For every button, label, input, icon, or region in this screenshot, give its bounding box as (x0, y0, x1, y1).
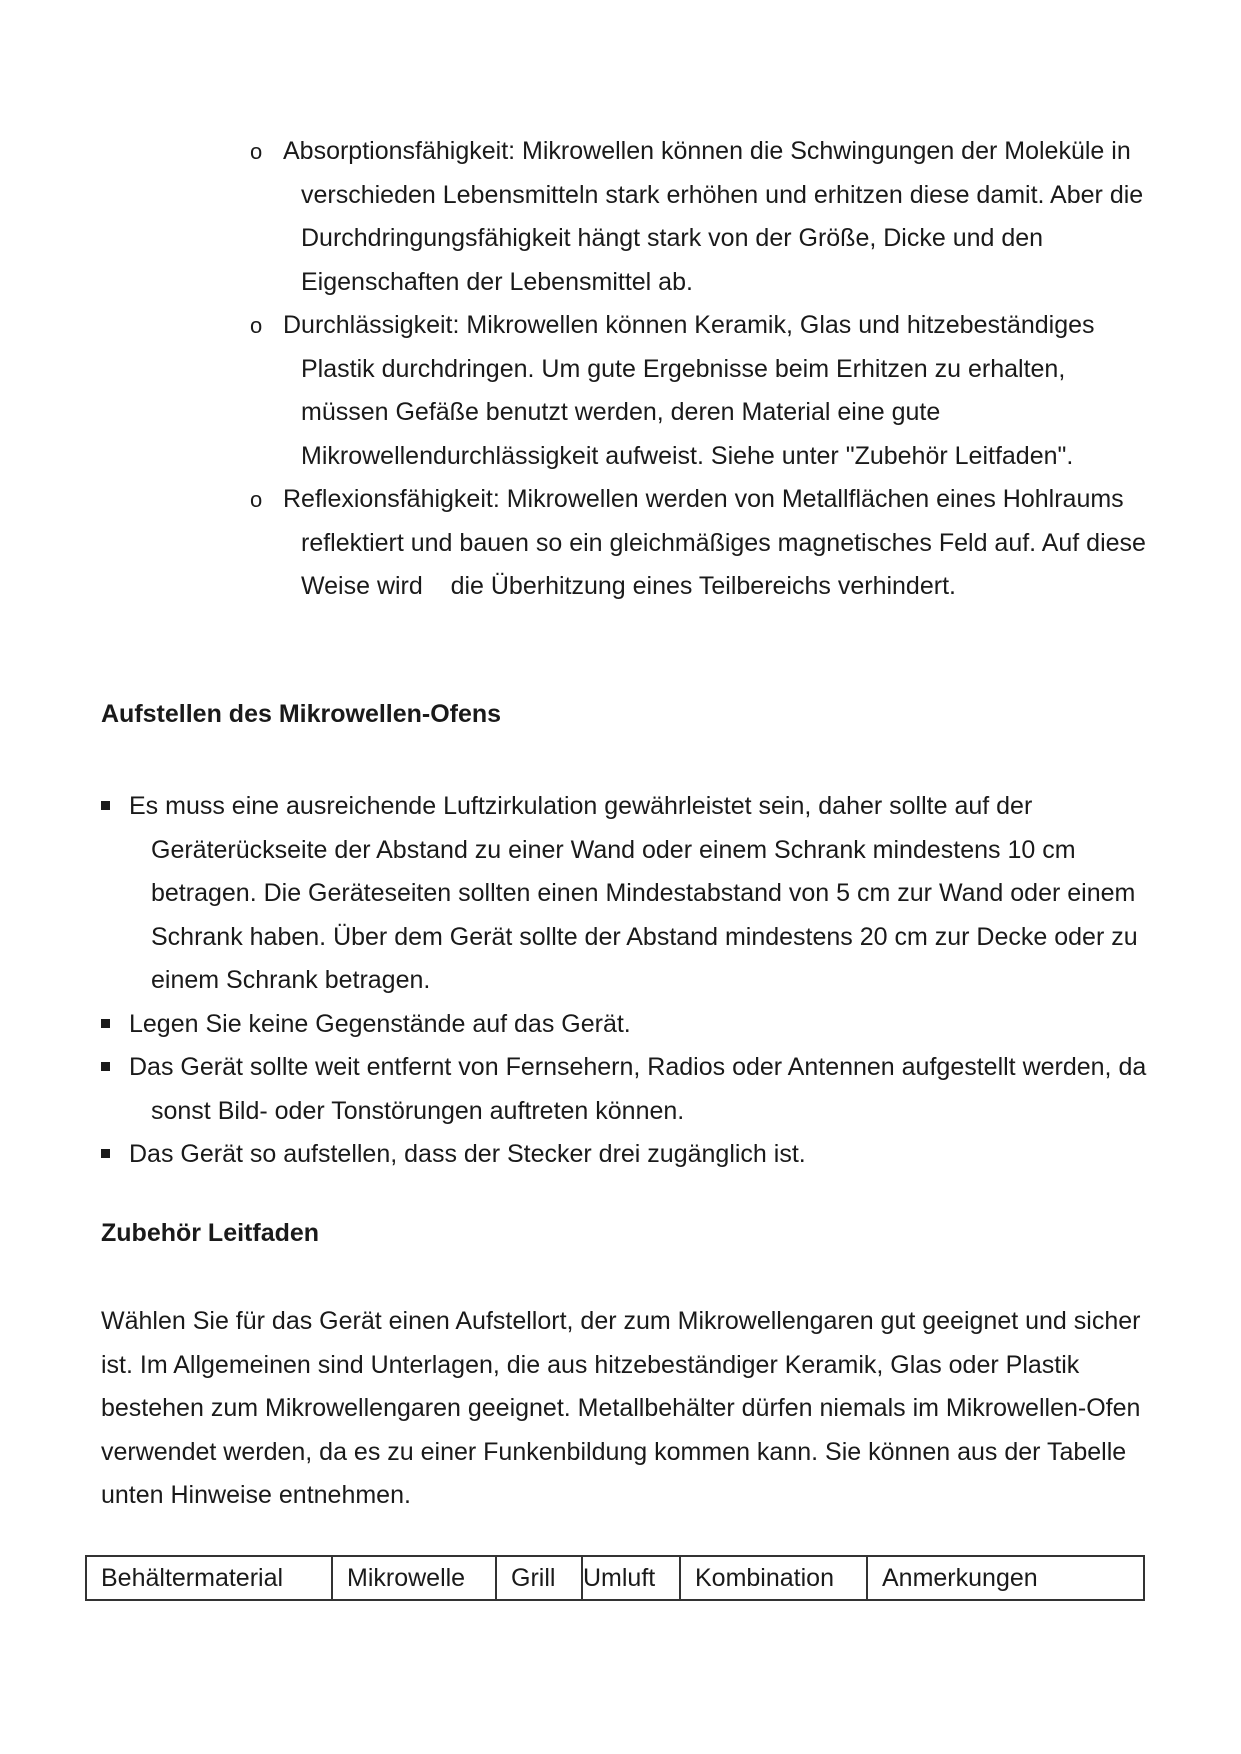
sub-item-text: Reflexionsfähigkeit: Mikrowellen werden von Metallflächen eines Hohlraums reflektiert und bauen so ein gleichmäßiges magnetisches Feld auf. Auf diese Weise wird die Überhitzung eines Teilbereichs verhindert. (283, 485, 1153, 600)
table-header-cell: Behältermaterial (86, 1556, 332, 1600)
property-sub-list (250, 130, 1153, 609)
sub-item-absorption (250, 130, 1150, 304)
list-item-text: Es muss eine ausreichende Luftzirkulation gewährleistet sein, daher sollte auf der Geräterückseite der Abstand zu einer Wand oder einem Schrank mindestens 10 cm betragen. Die Geräteseiten sollten einen Mindestabstand von 5 cm zur Wand oder einem Schrank haben. Über dem Gerät sollte der Abstand mindestens 20 cm zur Decke oder zu einem Schrank betragen. (129, 792, 1138, 994)
square-bullet-icon (101, 801, 110, 810)
sub-item-reflexion (250, 478, 1153, 609)
table-header-cell: Grill (496, 1556, 582, 1600)
sub-item-text: Absorptionsfähigkeit: Mikrowellen können die Schwingungen der Moleküle in verschieden Lebensmitteln stark erhöhen und erhitzen diese damit. Aber die Durchdringungsfähigkeit hängt stark von der Größe, Dicke und den Eigenschaften der Lebensmittel ab. (283, 137, 1144, 296)
accessory-table (85, 1555, 1145, 1601)
circle-bullet-icon: o (250, 313, 263, 338)
table-header-cell: Anmerkungen (867, 1556, 1144, 1600)
sub-item-durchlaessigkeit (250, 304, 1150, 478)
list-item (101, 1046, 1161, 1133)
list-item-text: Das Gerät so aufstellen, dass der Stecker drei zugänglich ist. (129, 1140, 806, 1168)
square-bullet-icon (101, 1149, 110, 1158)
table-header-cell: Mikrowelle (332, 1556, 496, 1600)
circle-bullet-icon: o (250, 139, 263, 164)
accessory-table-wrapper (85, 1555, 1145, 1601)
table-header-row (86, 1556, 1144, 1600)
circle-bullet-icon: o (250, 487, 263, 512)
square-bullet-icon (101, 1019, 110, 1028)
table-header-cell: Kombination (680, 1556, 867, 1600)
list-item-text: Das Gerät sollte weit entfernt von Fernsehern, Radios oder Antennen aufgestellt werden, da sonst Bild- oder Tonstörungen auftreten können. (129, 1053, 1147, 1125)
list-item-text: Legen Sie keine Gegenstände auf das Gerät. (129, 1009, 631, 1038)
list-item (101, 785, 1161, 1003)
list-item (101, 1003, 1161, 1047)
list-item (101, 1133, 1161, 1177)
section-heading-zubehoer: Zubehör Leitfaden (101, 1219, 320, 1247)
sub-item-text: Durchlässigkeit: Mikrowellen können Keramik, Glas und hitzebeständiges Plastik durchdringen. Um gute Ergebnisse beim Erhitzen zu erhalten, müssen Gefäße benutzt werden, deren Material eine gute Mikrowellendurchlässigkeit aufweist. Siehe unter "Zubehör Leitfaden". (283, 311, 1095, 470)
section-heading-aufstellen: Aufstellen des Mikrowellen-Ofens (101, 700, 502, 728)
table-header-cell: Umluft (582, 1556, 680, 1600)
zubehoer-paragraph: Wählen Sie für das Gerät einen Aufstellort, der zum Mikrowellengaren gut geeignet und sicher ist. Im Allgemeinen sind Unterlagen, die aus hitzebeständiger Keramik, Glas oder Plastik bestehen zum Mikrowellengaren geeignet. Metallbehälter dürfen niemals im Mikrowellen-Ofen verwendet werden, da es zu einer Funkenbildung kommen kann. Sie können aus der Tabelle unten Hinweise entnehmen. (101, 1307, 1141, 1509)
aufstellen-bullet-list (101, 785, 1161, 1177)
square-bullet-icon (101, 1062, 110, 1071)
